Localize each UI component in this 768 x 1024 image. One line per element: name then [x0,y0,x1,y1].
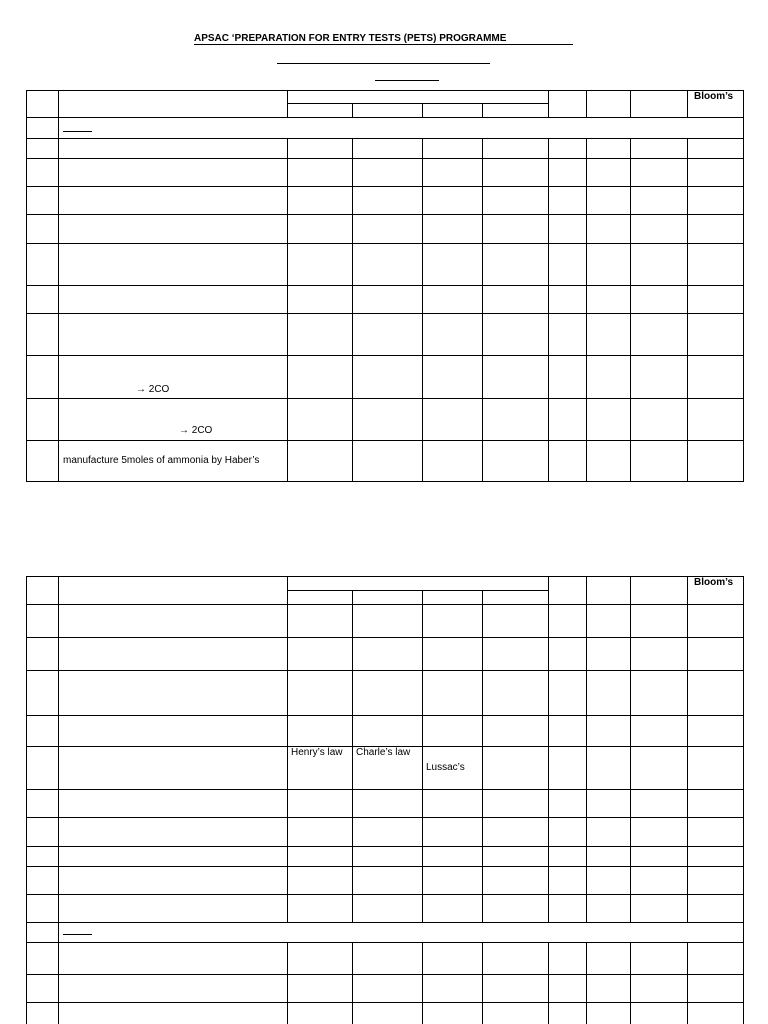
table-2-option-b: Charle’s law [356,747,411,758]
table-2-option-c: Lussac’s [426,762,465,773]
table-1 [26,90,744,482]
table-1-row-9-formula: → 2CO [179,425,213,436]
table-2-option-a: Henry’s law [291,747,343,758]
table-1-row-10-text: manufacture 5moles of ammonia by Haber’s [63,455,260,466]
table-1-blooms-header: Bloom’s [694,91,734,102]
page-title: APSAC ‘PREPARATION FOR ENTRY TESTS (PETS) PROGRAMME [194,33,507,44]
table-2 [26,576,744,1024]
table-2-blooms-header: Bloom’s [694,577,734,588]
table-1-row-8-formula: → 2CO [136,384,170,395]
